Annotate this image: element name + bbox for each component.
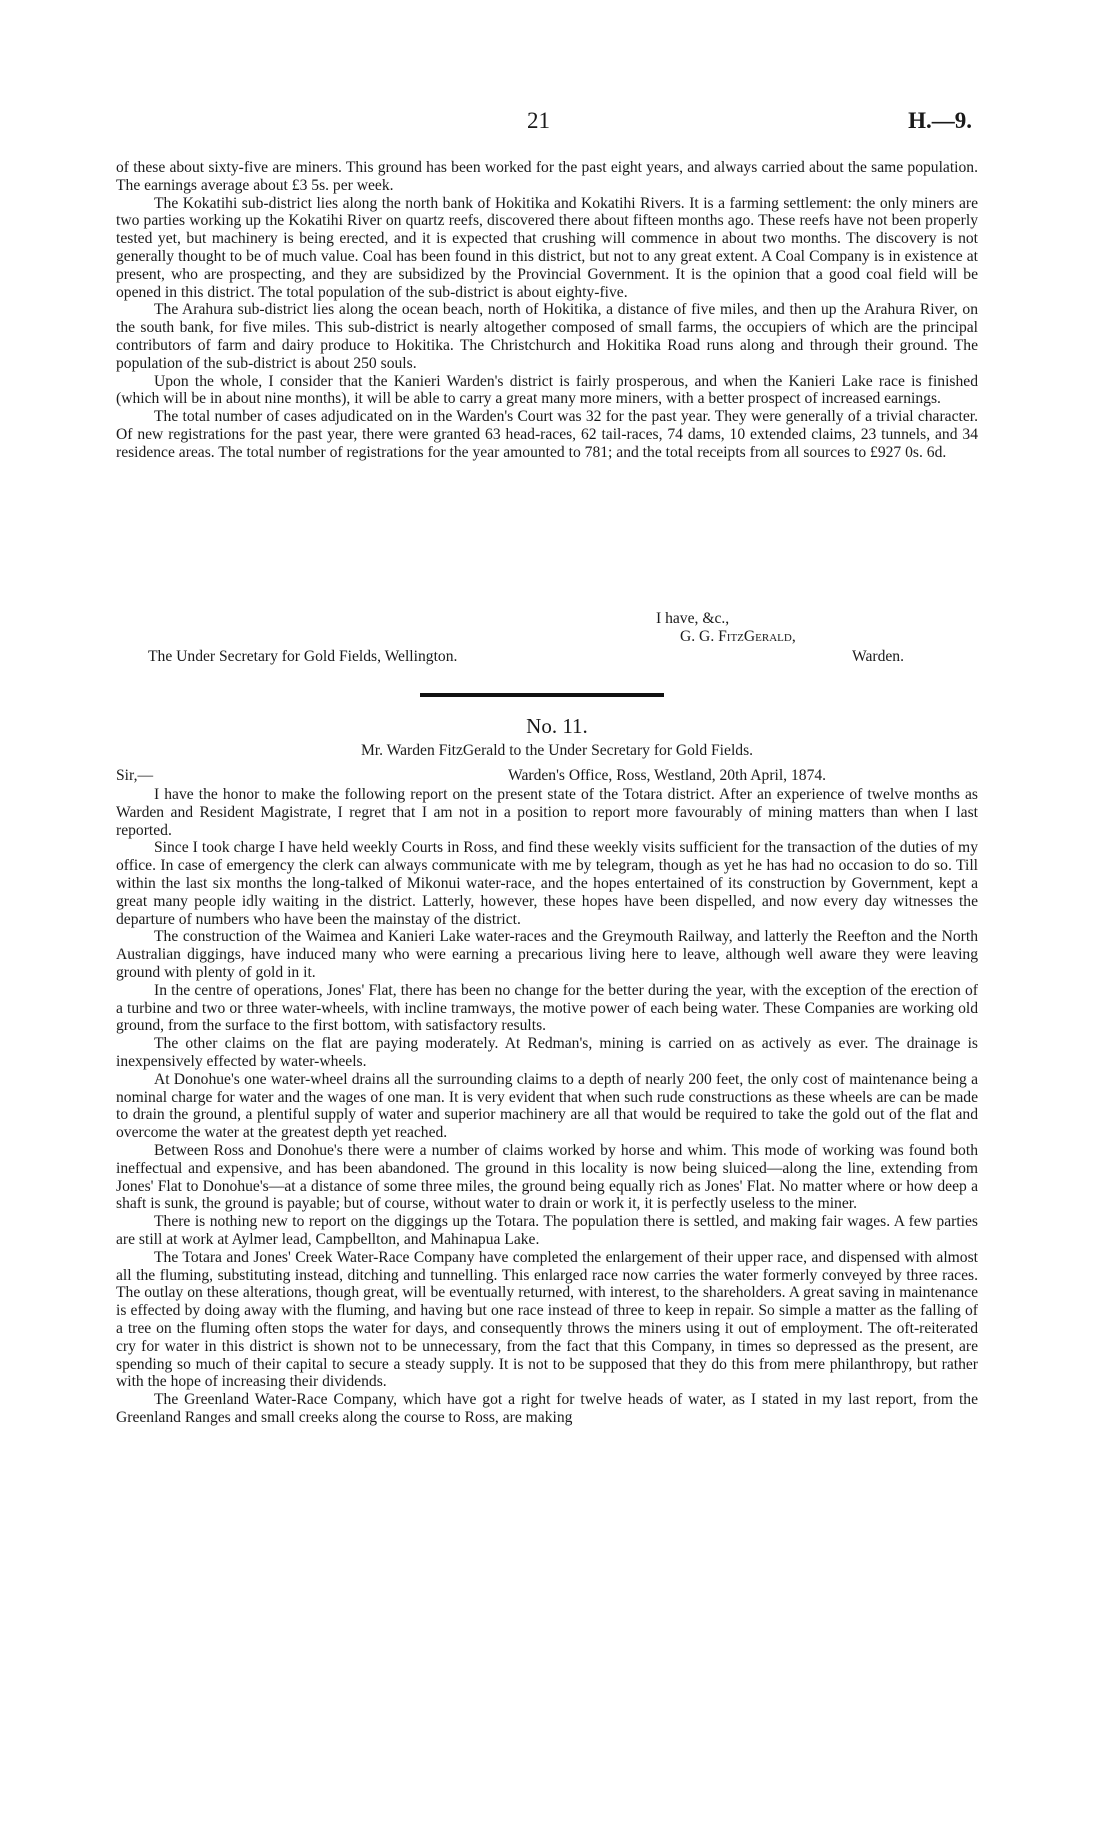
page-number: 21 bbox=[527, 108, 550, 133]
paragraph: The Totara and Jones' Creek Water-Race Company have completed the enlargement of their upper race, and dispensed with almost all the fluming, substituting instead, ditching and tunnelling. This enlarged race now carries the water formerly conveyed by three races. The outlay on these alterations, though great, will be eventually returned, with interest, to the shareholders. A great saving in maintenance is effected by doing away with the fluming, and having but one race instead of three to keep in repair. So simple a matter as the falling of a tree on the fluming often stops the water for days, and consequently throws the miners using it out of employment. The oft-reiterated cry for water in this district is shown not to be unnecessary, from the fact that this Company, in times so depressed as the present, are spending so much of their capital to secure a steady supply. It is not to be supposed that they do this from mere philanthropy, but rather with the hope of increasing their dividends. bbox=[116, 1248, 978, 1391]
closing-phrase: I have, &c., bbox=[656, 610, 730, 627]
paragraph: Between Ross and Donohue's there were a number of claims worked by horse and whim. This mode of working was found both ineffectual and expensive, and has been abandoned. The ground in this locality is now being sluiced—along the line, extending from Jones' Flat to Donohue's—at a distance of some three miles, the ground being equally rich as Jones' Flat. No matter where or how deep a shaft is sunk, the ground is payable; but of course, without water to drain or work it, it is perfectly useless to the miner. bbox=[116, 1141, 978, 1213]
paragraph: The Kokatihi sub-district lies along the north bank of Hokitika and Kokatihi Rivers. It is a farming settlement: the only miners are two parties working up the Kokatihi River on quartz reefs, discovered there about fifteen months ago. These reefs have not been properly tested yet, but machinery is being erected, and it is expected that crushing will commence in about two months. The discovery is not generally thought to be of much value. Coal has been found in this district, but not to any great extent. A Coal Company is in existence at present, who are prospecting, and they are subsidized by the Provincial Government. It is the opinion that a good coal field will be opened in this district. The total population of the sub-district is about eighty-five. bbox=[116, 194, 978, 301]
report-heading: Mr. Warden FitzGerald to the Under Secretary for Gold Fields. bbox=[360, 742, 754, 759]
signatory-title: Warden. bbox=[852, 648, 904, 665]
salutation: Sir,— bbox=[116, 767, 154, 784]
paragraph: At Donohue's one water-wheel drains all the surrounding claims to a depth of nearly 200 feet, the only cost of maintenance being a nominal charge for water and the wages of one man. It is very evident that when such rude constructions as these wheels are can be made to drain the ground, a plentiful supply of water and superior machinery are all that would be required to take the gold out of the flat and overcome the water at the greatest depth yet reached. bbox=[116, 1070, 978, 1142]
paragraph: The other claims on the flat are paying moderately. At Redman's, mining is carried on as actively as ever. The drainage is inexpensively effected by water-wheels. bbox=[116, 1035, 978, 1070]
office-date-line: Warden's Office, Ross, Westland, 20th April, 1874. bbox=[508, 767, 827, 784]
paragraph: The total number of cases adjudicated on in the Warden's Court was 32 for the past year. They were generally of a trivial character. Of new registrations for the past year, there were granted 63 head-races, 62 tail-races, 74 dams, 10 extended claims, 23 tunnels, and 34 residence areas. The total number of registrations for the year amounted to 781; and the total receipts from all sources to £927 0s. 6d. bbox=[116, 408, 978, 461]
paragraph: The Greenland Water-Race Company, which have got a right for twelve heads of water, as I stated in my last report, from the Greenland Ranges and small creeks along the course to Ross, are making bbox=[116, 1391, 978, 1426]
paragraph: In the centre of operations, Jones' Flat, there has been no change for the better during the year, with the exception of the erection of a turbine and two or three water-wheels, with incline tramways, the motive power of each being water. These Companies are working old ground, from the surface to the first bottom, with satisfactory results. bbox=[116, 981, 978, 1035]
report-number: No. 11. bbox=[526, 714, 588, 738]
report-body bbox=[116, 786, 978, 1427]
paragraph: Since I took charge I have held weekly Courts in Ross, and find these weekly visits sufficient for the transaction of the duties of my office. In case of emergency the clerk can always communicate with me by telegram, though as yet he has had no occasion to do so. Till within the last six months the long-talked of Mikonui water-race, and the hopes entertained of its construction by Government, kept a great many people idly waiting in the district. Latterly, however, these hopes have been dispelled, and now every day witnesses the departure of numbers who have been the mainstay of the district. bbox=[116, 839, 978, 928]
paragraph: I have the honor to make the following report on the present state of the Totara district. After an experience of twelve months as Warden and Resident Magistrate, I regret that I am not in a position to report more favourably of mining matters than when I last reported. bbox=[116, 786, 978, 839]
paragraph: There is nothing new to report on the diggings up the Totara. The population there is settled, and making fair wages. A few parties are still at work at Aylmer lead, Campbellton, and Mahinapua Lake. bbox=[116, 1213, 978, 1248]
paragraph: of these about sixty-five are miners. This ground has been worked for the past eight years, and always carried about the same population. The earnings average about £3 5s. per week. bbox=[116, 159, 978, 194]
document-reference: H.—9. bbox=[908, 108, 972, 133]
paragraph: The Arahura sub-district lies along the ocean beach, north of Hokitika, a distance of five miles, and then up the Arahura River, on the south bank, for five miles. This sub-district is nearly altogether composed of small farms, the occupiers of which are the principal contributors of farm and dairy produce to Hokitika. The Christchurch and Hokitika Road runs along and through their ground. The population of the sub-district is about 250 souls. bbox=[116, 301, 978, 372]
report-continuation bbox=[116, 159, 978, 462]
addressee: The Under Secretary for Gold Fields, Wellington. bbox=[148, 648, 458, 665]
paragraph: Upon the whole, I consider that the Kanieri Warden's district is fairly prosperous, and when the Kanieri Lake race is finished (which will be in about nine months), it will be able to carry a great many more miners, with a better prospect of increased earnings. bbox=[116, 372, 978, 408]
section-divider bbox=[420, 693, 664, 697]
page-header bbox=[0, 108, 1114, 138]
signature: G. G. FitzGerald, bbox=[680, 628, 796, 645]
paragraph: The construction of the Waimea and Kanieri Lake water-races and the Greymouth Railway, and latterly the Reefton and the North Australian diggings, have induced many who were earning a precarious living here to leave, although well aware they were leaving ground with plenty of gold in it. bbox=[116, 928, 978, 981]
